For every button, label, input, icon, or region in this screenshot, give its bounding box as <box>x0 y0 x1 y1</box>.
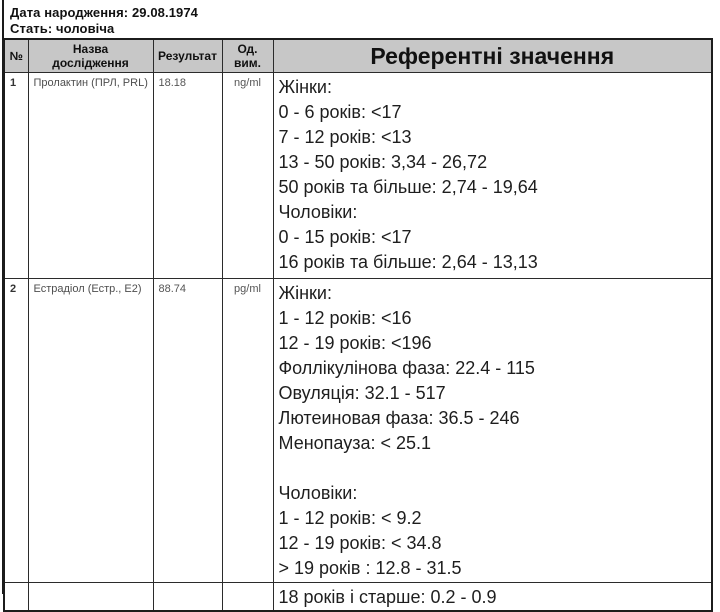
header-num: № <box>4 39 28 73</box>
header-reference-values: Референтні значення <box>273 39 712 73</box>
reference-line: Чоловіки: <box>278 202 358 222</box>
test-unit <box>222 583 273 612</box>
reference-values <box>273 583 712 612</box>
reference-line: Жінки: <box>278 77 332 97</box>
reference-line: 16 років та більше: 2,64 - 13,13 <box>278 252 538 272</box>
test-name: Пролактин (ПРЛ, PRL) <box>28 73 153 279</box>
table-row <box>4 279 712 583</box>
table-row-clipped <box>4 583 712 612</box>
row-number: 1 <box>4 73 28 279</box>
reference-line <box>279 456 708 481</box>
header-result: Результат <box>153 39 222 73</box>
reference-line: 7 - 12 років: <13 <box>278 127 412 147</box>
reference-line: 1 - 12 років: < 9.2 <box>278 508 422 528</box>
reference-line: Чоловіки: <box>278 483 358 503</box>
reference-line: Овуляція: 32.1 - 517 <box>278 383 446 403</box>
table-header-row <box>4 39 712 73</box>
test-result: 88.74 <box>153 279 222 583</box>
row-number <box>4 583 28 612</box>
table-row <box>4 73 712 279</box>
test-unit: pg/ml <box>222 279 273 583</box>
row-number: 2 <box>4 279 28 583</box>
reference-line: > 19 років : 12.8 - 31.5 <box>278 558 462 578</box>
patient-sex: Стать: чоловіча <box>10 21 115 36</box>
test-name <box>28 583 153 612</box>
reference-line: 12 - 19 років: < 34.8 <box>278 533 442 553</box>
results-table <box>3 38 713 612</box>
test-unit: ng/ml <box>222 73 273 279</box>
reference-line: Фоллікулінова фаза: 22.4 - 115 <box>278 358 535 378</box>
reference-line: 0 - 15 років: <17 <box>278 227 412 247</box>
test-result: 18.18 <box>153 73 222 279</box>
header-unit: Од. вим. <box>222 39 273 73</box>
reference-line: 1 - 12 років: <16 <box>278 308 412 328</box>
patient-birth-date: Дата народження: 29.08.1974 <box>10 5 199 20</box>
reference-line: Жінки: <box>278 283 332 303</box>
reference-line: Лютеиновая фаза: 36.5 - 246 <box>278 408 520 428</box>
patient-info <box>10 5 198 37</box>
header-test-name: Назва дослідження <box>28 39 153 73</box>
reference-values <box>273 73 712 279</box>
reference-values <box>273 279 712 583</box>
reference-line: 18 років і старше: 0.2 - 0.9 <box>278 587 497 607</box>
reference-line: 12 - 19 років: <196 <box>278 333 432 353</box>
reference-line: 50 років та більше: 2,74 - 19,64 <box>278 177 538 197</box>
reference-line: 13 - 50 років: 3,34 - 26,72 <box>278 152 488 172</box>
test-name: Естрадіол (Естр., Е2) <box>28 279 153 583</box>
reference-line: 0 - 6 років: <17 <box>278 102 402 122</box>
test-result <box>153 583 222 612</box>
reference-line: Менопауза: < 25.1 <box>278 433 432 453</box>
